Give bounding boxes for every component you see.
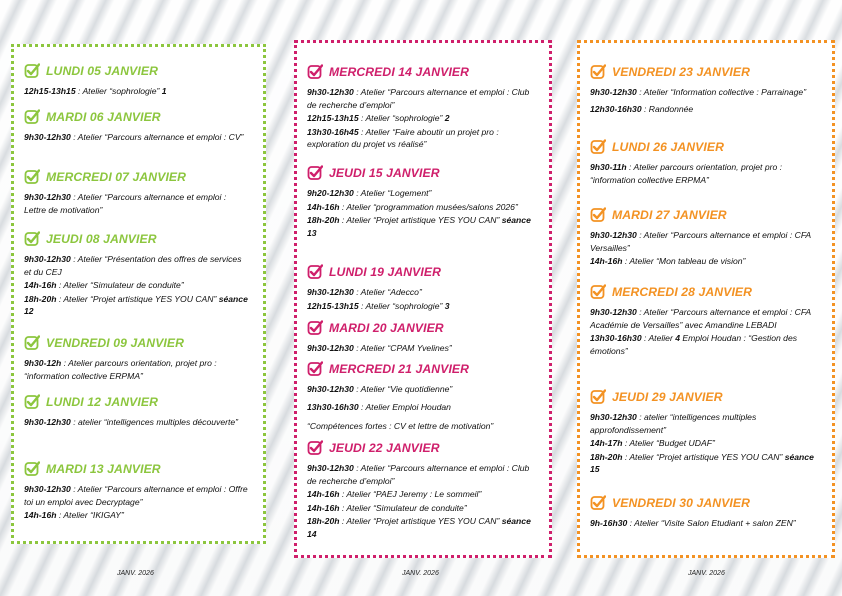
event-time: 18h-20h <box>307 516 340 526</box>
footer-date-3: JANV. 2026 <box>688 570 725 577</box>
day-block <box>297 440 549 540</box>
event-item <box>24 279 263 292</box>
event-time: 9h30-12h30 <box>307 463 354 473</box>
event-tail: 1 <box>161 86 167 96</box>
event-tail: 3 <box>444 300 450 311</box>
event-item <box>590 229 832 254</box>
checkmark-icon <box>24 109 40 125</box>
day-title: MERCREDI 28 JANVIER <box>612 285 753 299</box>
event-time: 14h-16h <box>590 256 623 266</box>
event-time: 9h-16h30 <box>590 518 628 528</box>
day-block <box>14 231 263 318</box>
day-title: MARDI 06 JANVIER <box>46 110 161 124</box>
event-text: : Atelier “IKIGAY” <box>56 510 124 520</box>
day-title: MERCREDI 14 JANVIER <box>329 65 470 79</box>
event-text: “Compétences fortes : CV et lettre de motivation” <box>307 421 494 431</box>
day-title: JEUDI 15 JANVIER <box>329 166 440 180</box>
day-block <box>297 64 549 151</box>
event-text: : Atelier “Logement” <box>353 188 432 198</box>
day-heading <box>24 109 263 125</box>
day-block <box>297 320 549 355</box>
event-item <box>590 86 832 99</box>
day-title: LUNDI 05 JANVIER <box>46 64 158 78</box>
day-heading <box>307 361 549 377</box>
event-time: 13h30-16h30 <box>307 401 359 412</box>
event-time: 18h-20h <box>590 451 623 462</box>
day-block <box>297 264 549 312</box>
checkmark-icon <box>24 169 40 185</box>
event-item <box>307 126 549 151</box>
event-item <box>590 411 832 436</box>
day-heading <box>24 169 263 185</box>
event-item <box>307 383 549 396</box>
event-time: 18h-20h <box>307 215 340 225</box>
checkmark-icon <box>307 361 323 377</box>
day-title: VENDREDI 23 JANVIER <box>612 65 751 79</box>
event-time: 12h30-16h30 <box>590 103 642 114</box>
day-block <box>580 389 832 476</box>
event-item <box>307 286 549 299</box>
event-time: 9h30-12h30 <box>307 384 354 394</box>
event-text: : Randonnée <box>641 103 694 114</box>
event-text: : Atelier “Faire aboutir un projet pro : exploration du projet vs réalisé” <box>307 126 499 149</box>
event-item <box>590 517 832 530</box>
event-text: : Atelier “Adecco” <box>353 287 422 297</box>
event-time: 12h15-13h15 <box>307 300 359 311</box>
day-title: LUNDI 12 JANVIER <box>46 395 158 409</box>
event-text: : Atelier “CPAM Yvelines” <box>353 343 452 353</box>
event-time: 9h30-12h30 <box>307 87 354 97</box>
event-item <box>307 86 549 111</box>
event-time: 12h15-13h15 <box>24 86 76 96</box>
event-item <box>24 191 263 216</box>
day-block <box>14 169 263 216</box>
event-item <box>590 161 832 186</box>
event-text: : Atelier “Projet artistique YES YOU CAN” <box>622 451 785 462</box>
day-block <box>580 284 832 357</box>
day-heading <box>24 231 263 247</box>
day-block <box>14 394 263 429</box>
day-title: MARDI 13 JANVIER <box>46 462 161 476</box>
event-item <box>24 509 263 522</box>
event-text: : Atelier “Parcours alternance et emploi : Lettre de motivation” <box>24 192 227 215</box>
event-text: : Atelier “PAEJ Jeremy : Le sommeil” <box>339 489 482 499</box>
event-text: : Atelier <box>641 333 676 343</box>
event-time: 9h30-12h30 <box>590 412 637 422</box>
event-text: : Atelier “Parcours alternance et emploi : CV” <box>70 132 244 142</box>
footer-date-1: JANV. 2026 <box>117 570 154 577</box>
event-item <box>24 357 263 382</box>
event-text: : Atelier “sophrologie” <box>358 113 445 123</box>
checkmark-icon <box>24 63 40 79</box>
day-heading <box>307 165 549 181</box>
event-item <box>590 103 832 116</box>
event-item <box>307 488 549 501</box>
day-heading <box>307 264 549 280</box>
event-text: : Atelier parcours orientation, projet pro : “information collective ERPMA” <box>590 162 783 185</box>
event-time: 9h30-12h <box>24 358 62 368</box>
day-title: JEUDI 08 JANVIER <box>46 232 157 246</box>
event-item <box>590 437 832 450</box>
day-heading <box>590 207 832 223</box>
checkmark-icon <box>24 461 40 477</box>
checkmark-icon <box>24 231 40 247</box>
event-item <box>307 515 549 540</box>
event-text: : Atelier “Vie quotidienne” <box>353 384 453 394</box>
event-text: : Atelier “programmation musées/salons 2026” <box>339 201 518 212</box>
event-text: : Atelier “Présentation des offres de services et du CEJ <box>24 254 242 277</box>
schedule-panel-week-3 <box>577 40 835 558</box>
day-heading <box>307 64 549 80</box>
event-tail: séance 12 <box>24 293 248 316</box>
event-item <box>307 502 549 515</box>
event-text: : Atelier “sophrologie” <box>358 300 445 311</box>
day-title: JEUDI 22 JANVIER <box>329 441 440 455</box>
day-heading <box>590 64 832 80</box>
day-title: LUNDI 26 JANVIER <box>612 140 724 154</box>
event-item <box>24 293 263 318</box>
event-text: : Atelier parcours orientation, projet pro : “information collective ERPMA” <box>24 358 217 381</box>
event-item <box>24 483 263 508</box>
day-title: VENDREDI 09 JANVIER <box>46 336 185 350</box>
checkmark-icon <box>307 264 323 280</box>
schedule-panel-week-2 <box>294 40 552 558</box>
event-time: 14h-16h <box>307 489 340 499</box>
checkmark-icon <box>24 335 40 351</box>
day-title: JEUDI 29 JANVIER <box>612 390 723 404</box>
event-text: : Atelier “Parcours alternance et emploi : CFA Académie de Versailles” avec Amandine LEBADI <box>590 307 811 330</box>
event-text: : Atelier “Mon tableau de vision” <box>622 256 746 266</box>
event-text: : Atelier “Budget UDAF” <box>622 438 715 448</box>
day-heading <box>590 389 832 405</box>
event-item <box>307 342 549 355</box>
event-item <box>307 112 549 125</box>
event-text: : Atelier “Projet artistique YES YOU CAN” <box>56 293 219 304</box>
event-time: 9h30-12h30 <box>24 417 71 427</box>
event-text: : Atelier “Projet artistique YES YOU CAN” <box>339 516 502 526</box>
event-tail: séance 14 <box>307 516 531 539</box>
event-time: 14h-16h <box>307 502 340 513</box>
event-item <box>307 214 549 239</box>
event-time: 14h-16h <box>24 280 57 290</box>
event-text: : Atelier “Parcours alternance et emploi : Offre toi un emploi avec Decryptage” <box>24 484 248 507</box>
day-title: MARDI 20 JANVIER <box>329 321 444 335</box>
day-heading <box>24 63 263 79</box>
event-text: : Atelier “Parcours alternance et emploi : Club de recherche d’emploi” <box>307 463 530 486</box>
checkmark-icon <box>307 64 323 80</box>
event-time: 12h15-13h15 <box>307 113 359 123</box>
day-block <box>14 461 263 522</box>
event-time: 9h30-12h30 <box>24 254 71 264</box>
day-block <box>14 335 263 382</box>
event-time: 13h30-16h45 <box>307 126 359 137</box>
event-time: 9h30-12h30 <box>307 343 354 353</box>
checkmark-icon <box>307 440 323 456</box>
day-heading <box>590 139 832 155</box>
day-title: VENDREDI 30 JANVIER <box>612 496 751 510</box>
event-time: 14h-17h <box>590 438 623 448</box>
event-time: 9h30-12h30 <box>590 230 637 240</box>
event-time: 14h-16h <box>24 510 57 520</box>
event-text: : Atelier “Projet artistique YES YOU CAN” <box>339 215 502 225</box>
event-item <box>307 462 549 487</box>
checkmark-icon <box>307 320 323 336</box>
event-text: : atelier “intelligences multiples approfondissement” <box>590 412 757 435</box>
event-text: : Atelier “Information collective : Parrainage” <box>636 87 807 97</box>
event-text: : Atelier “Simulateur de conduite” <box>339 502 467 513</box>
event-time: 18h-20h <box>24 293 57 304</box>
schedule-panel-week-1 <box>11 44 266 544</box>
event-item <box>590 306 832 331</box>
day-block <box>14 63 263 98</box>
event-time: 9h30-12h30 <box>307 287 354 297</box>
day-block <box>14 109 263 144</box>
day-block <box>580 495 832 530</box>
checkmark-icon <box>590 389 606 405</box>
event-tail: 4 <box>675 333 680 343</box>
event-time: 9h20-12h30 <box>307 188 354 198</box>
event-text: : Atelier “Visite Salon Etudiant + salon ZEN” <box>627 518 796 528</box>
checkmark-icon <box>590 284 606 300</box>
day-block <box>580 207 832 268</box>
event-item <box>590 255 832 268</box>
day-title: MARDI 27 JANVIER <box>612 208 727 222</box>
event-text: : Atelier Emploi Houdan <box>358 401 451 412</box>
day-heading <box>24 461 263 477</box>
event-time: 9h30-12h30 <box>24 132 71 142</box>
checkmark-icon <box>307 165 323 181</box>
event-time: 9h30-11h <box>590 162 627 172</box>
day-title: MERCREDI 07 JANVIER <box>46 170 187 184</box>
checkmark-icon <box>590 495 606 511</box>
footer-date-2: JANV. 2026 <box>402 570 439 577</box>
checkmark-icon <box>24 394 40 410</box>
event-item <box>307 201 549 214</box>
event-text: : Atelier “Parcours alternance et emploi : CFA Versailles” <box>590 230 811 253</box>
event-time: 9h30-12h30 <box>590 307 637 317</box>
event-item <box>24 416 263 429</box>
event-time: 9h30-12h30 <box>24 484 71 494</box>
day-heading <box>307 440 549 456</box>
day-heading <box>307 320 549 336</box>
day-block <box>580 139 832 186</box>
event-tail: séance 15 <box>590 451 814 474</box>
checkmark-icon <box>590 64 606 80</box>
event-item <box>307 300 549 313</box>
event-time: 13h30-16h30 <box>590 333 642 343</box>
day-heading <box>24 394 263 410</box>
event-item <box>590 451 832 476</box>
event-text: : Atelier “Parcours alternance et emploi : Club de recherche d’emploi” <box>307 87 530 110</box>
event-item <box>24 85 263 98</box>
day-heading <box>590 284 832 300</box>
event-item <box>307 401 549 414</box>
event-tail: 2 <box>444 113 450 123</box>
event-text: : Atelier “Simulateur de conduite” <box>56 280 184 290</box>
day-heading <box>24 335 263 351</box>
event-time: 14h-16h <box>307 201 340 212</box>
event-text-after: Emploi Houdan : “Gestion des émotions” <box>590 333 798 356</box>
event-time: 9h30-12h30 <box>590 87 637 97</box>
day-heading <box>590 495 832 511</box>
day-title: LUNDI 19 JANVIER <box>329 265 441 279</box>
event-item <box>24 131 263 144</box>
event-item <box>24 253 263 278</box>
event-item <box>590 332 832 357</box>
event-item <box>307 187 549 200</box>
day-title: MERCREDI 21 JANVIER <box>329 362 470 376</box>
day-block <box>297 361 549 433</box>
event-item <box>307 420 549 433</box>
checkmark-icon <box>590 207 606 223</box>
event-text: : Atelier “sophrologie” <box>75 86 162 96</box>
day-block <box>297 165 549 239</box>
event-text: : atelier “intelligences multiples découverte” <box>70 417 239 427</box>
event-tail: séance 13 <box>307 215 531 238</box>
day-block <box>580 64 832 115</box>
event-time: 9h30-12h30 <box>24 192 71 202</box>
checkmark-icon <box>590 139 606 155</box>
